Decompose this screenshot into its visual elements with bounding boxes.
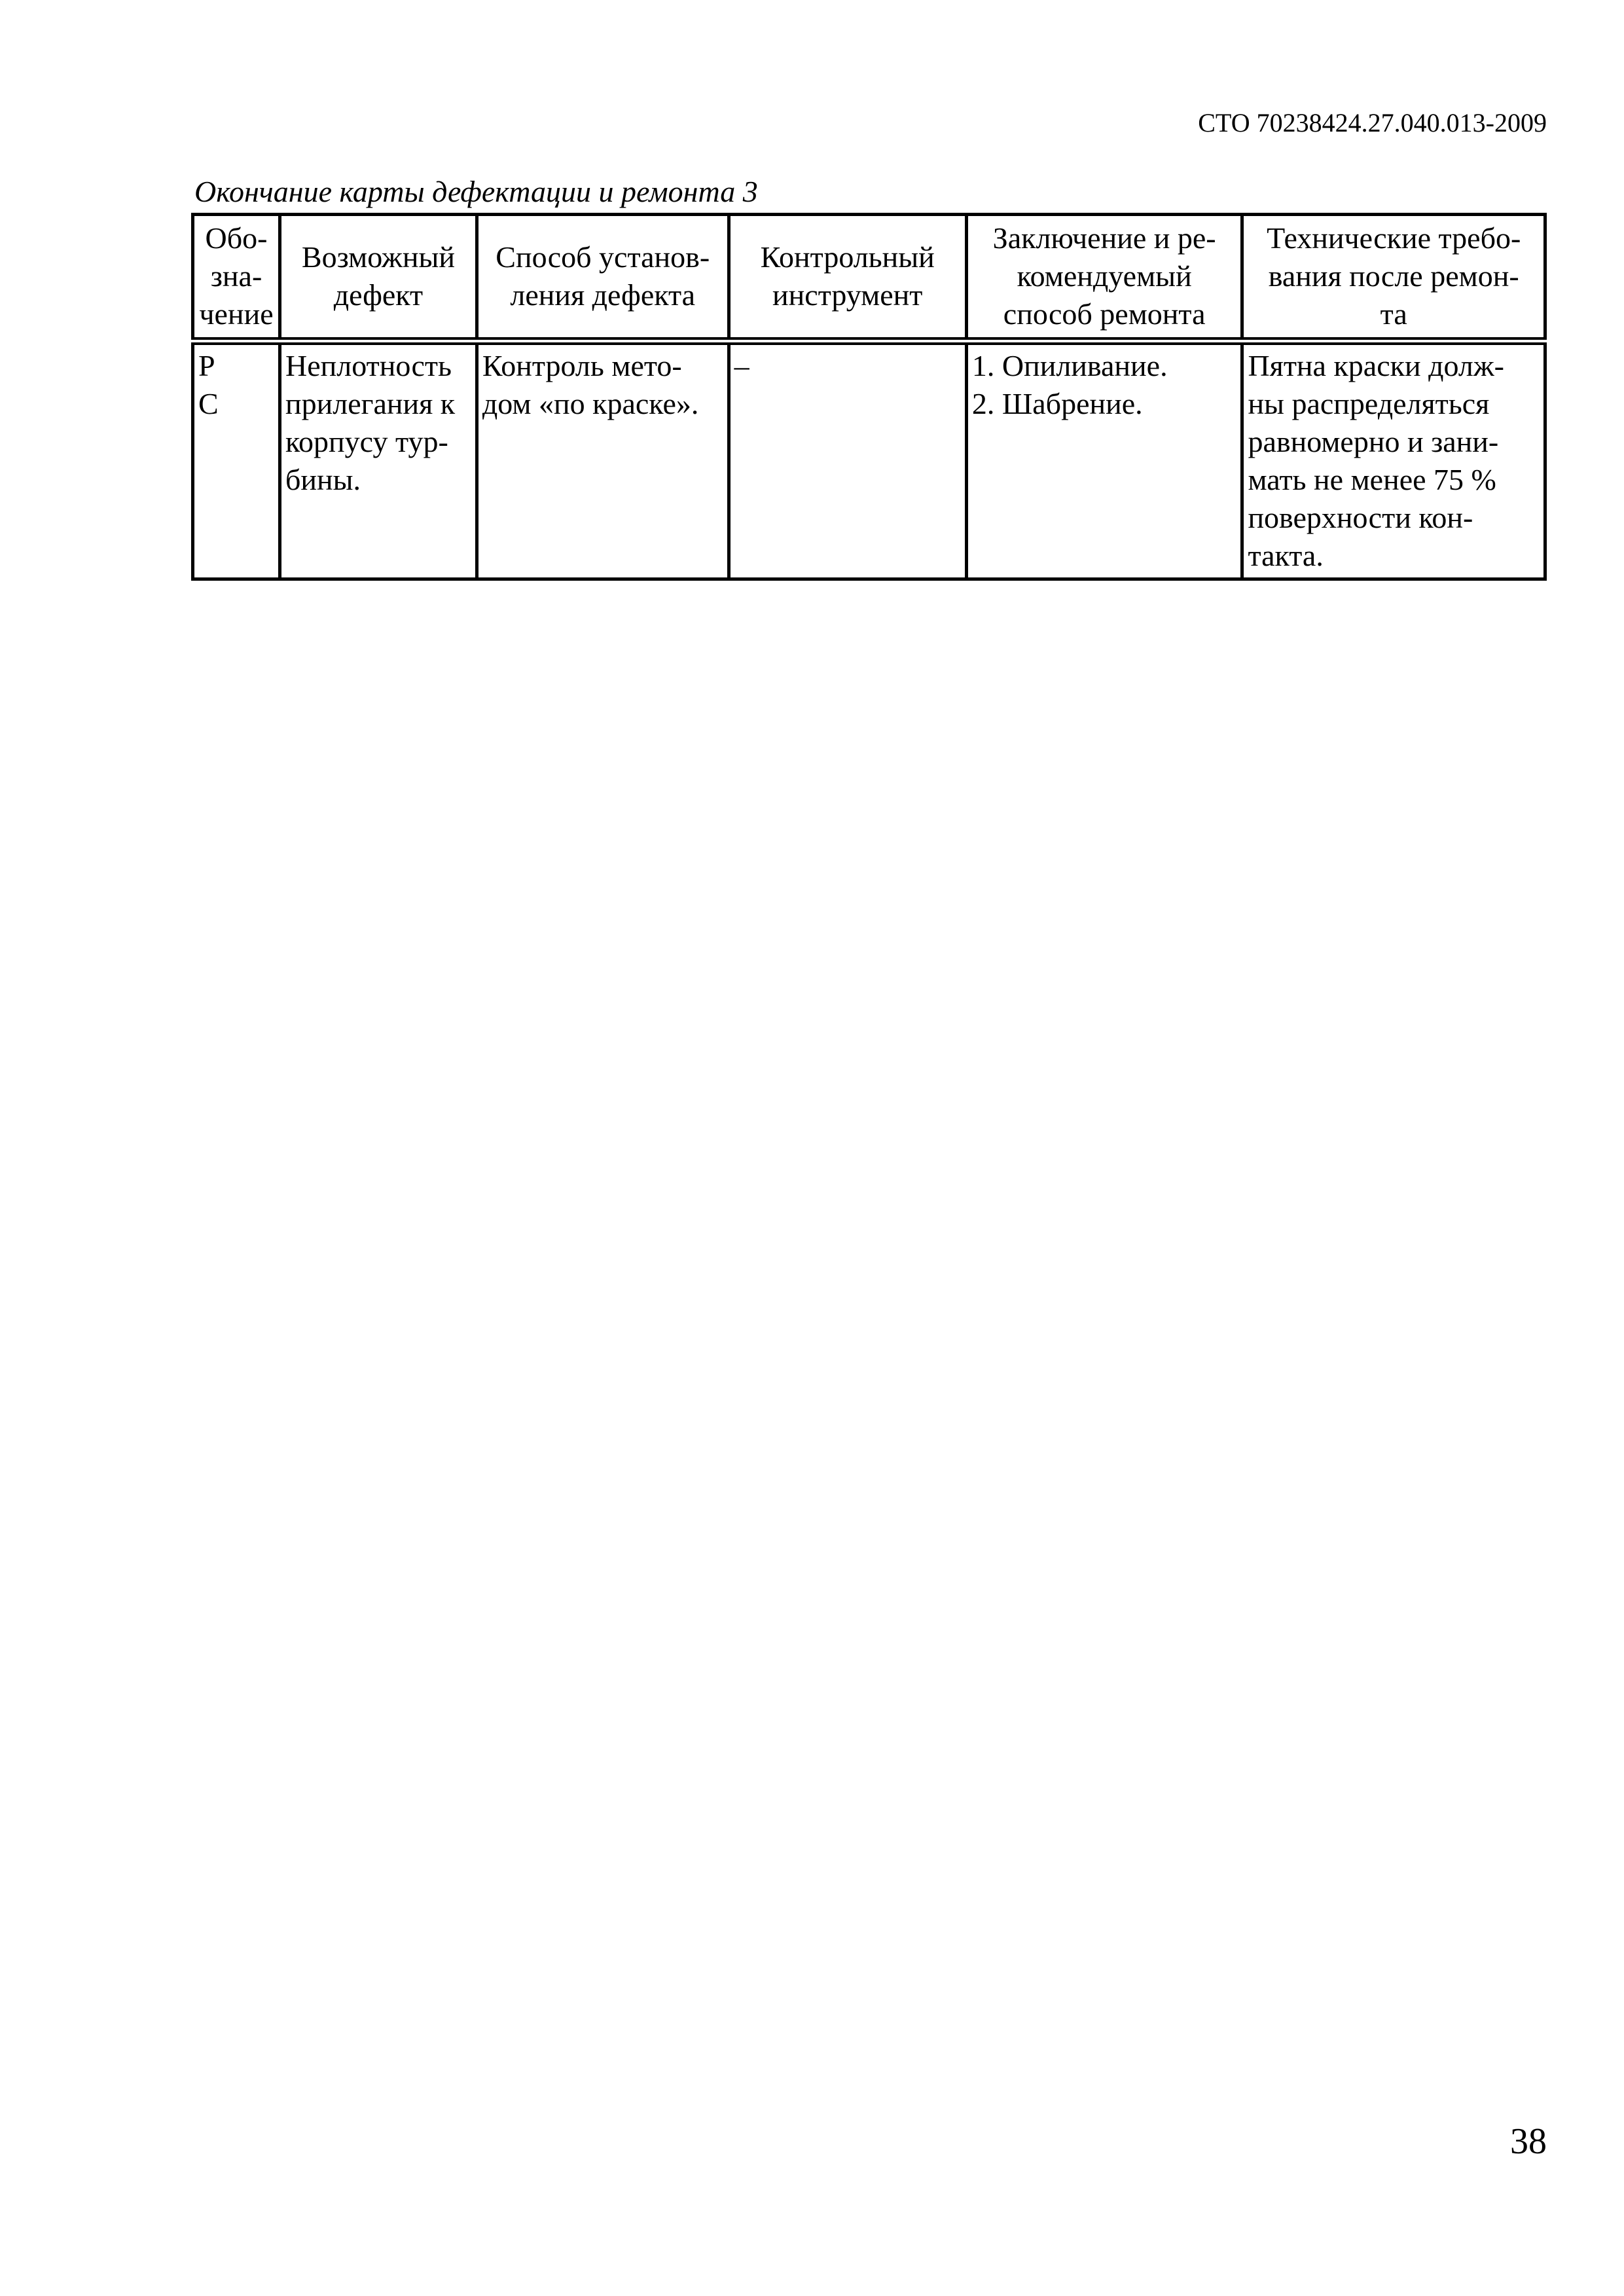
cell-line: дом «по краске». <box>482 387 699 420</box>
header-line: Возможный <box>301 240 455 274</box>
table-header-row <box>193 215 1545 342</box>
cell-line: 1. Опиливание. <box>971 349 1168 382</box>
cell-line: 2. Шабрение. <box>971 387 1143 420</box>
cell-line: такта. <box>1248 539 1324 572</box>
cell-designation <box>193 341 280 579</box>
cell-line: – <box>734 349 749 382</box>
cell-detection-method <box>477 341 729 579</box>
header-line: Контрольный <box>760 240 935 274</box>
header-line: дефект <box>333 278 424 312</box>
column-header-repair-method <box>966 215 1242 342</box>
table-caption: Окончание карты дефектации и ремонта 3 <box>194 175 758 208</box>
page-number: 38 <box>1510 2121 1547 2162</box>
column-header-detection-method <box>477 215 729 342</box>
cell-line: равномерно и зани- <box>1248 425 1499 458</box>
header-line: Заключение и ре- <box>992 221 1216 255</box>
header-line: вания после ремон- <box>1268 259 1519 293</box>
table-row <box>193 341 1545 579</box>
cell-line: Неплотность <box>285 349 452 382</box>
cell-line: С <box>198 387 219 420</box>
header-line: Обо- <box>205 221 268 255</box>
cell-line: корпусу тур- <box>285 425 448 458</box>
cell-line: ны распределяться <box>1248 387 1490 420</box>
header-line: комендуемый <box>1017 259 1192 293</box>
column-header-technical-requirements <box>1242 215 1545 342</box>
column-header-possible-defect <box>280 215 477 342</box>
cell-line: поверхности кон- <box>1248 501 1473 534</box>
cell-line: Пятна краски долж- <box>1248 349 1504 382</box>
header-line: зна- <box>210 259 262 293</box>
cell-line: бины. <box>285 463 361 496</box>
defect-repair-table <box>191 213 1547 581</box>
column-header-control-tool <box>729 215 966 342</box>
header-line: Технические требо- <box>1267 221 1521 255</box>
header-line: чение <box>199 297 274 331</box>
header-line: инструмент <box>772 278 923 312</box>
cell-line: мать не менее 75 % <box>1248 463 1496 496</box>
header-line: способ ремонта <box>1003 297 1206 331</box>
cell-technical-requirements <box>1242 341 1545 579</box>
header-line: Способ установ- <box>496 240 710 274</box>
cell-control-tool <box>729 341 966 579</box>
column-header-designation <box>193 215 280 342</box>
cell-line: Контроль мето- <box>482 349 682 382</box>
cell-line: Р <box>198 349 215 382</box>
header-line: та <box>1380 297 1407 331</box>
cell-possible-defect <box>280 341 477 579</box>
header-line: ления дефекта <box>510 278 696 312</box>
document-code: СТО 70238424.27.040.013-2009 <box>1198 108 1547 137</box>
cell-line: прилегания к <box>285 387 456 420</box>
cell-repair-method <box>966 341 1242 579</box>
